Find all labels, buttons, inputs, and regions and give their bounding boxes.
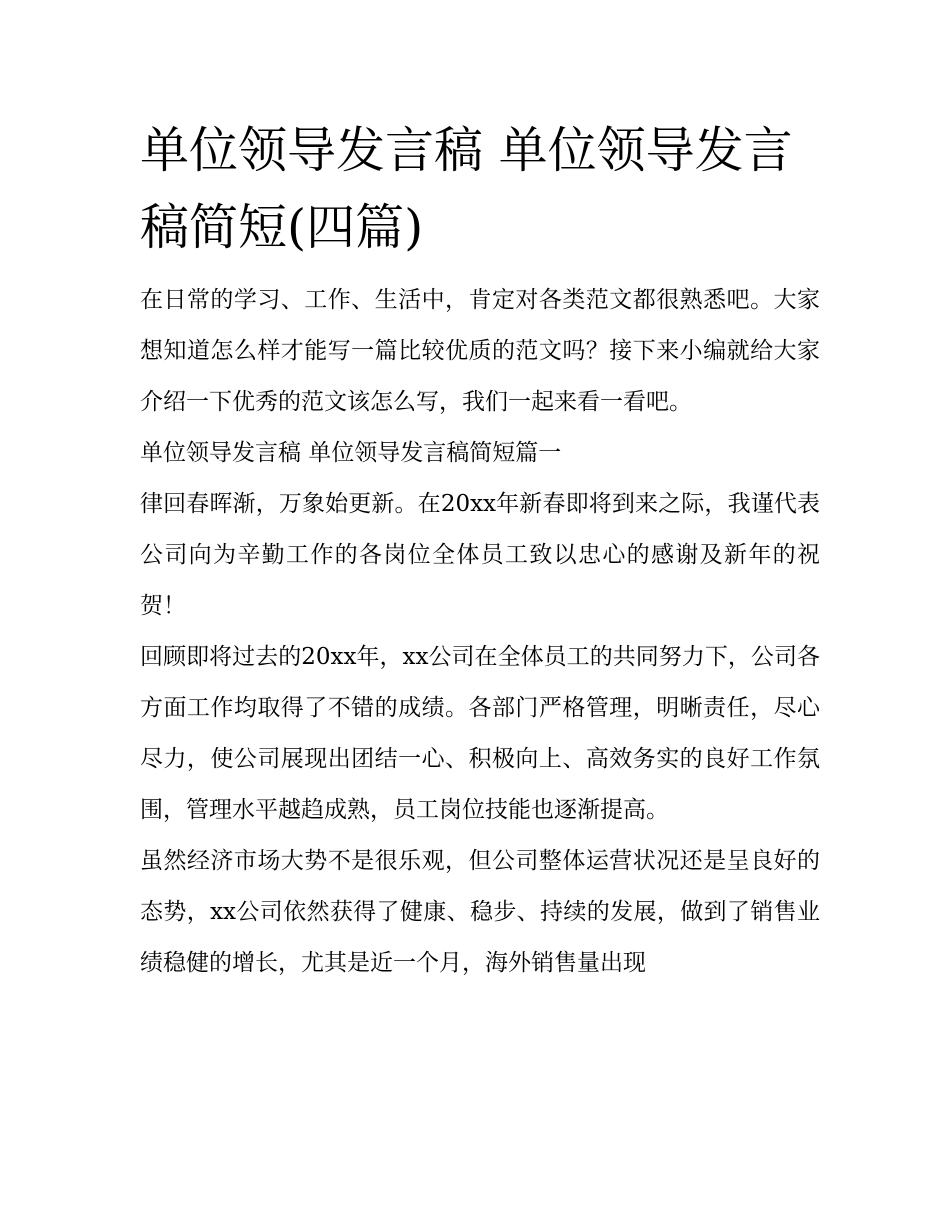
document-body <box>140 275 820 989</box>
paragraph-review: 回顾即将过去的20xx年，xx公司在全体员工的共同努力下，公司各方面工作均取得了不错的成绩。各部门严格管理，明晰责任，尽心尽力，使公司展现出团结一心、积极向上、高效务实的良好工作氛围，管理水平越趋成熟，员工岗位技能也逐渐提高。 <box>140 644 820 823</box>
paragraph-intro: 在日常的学习、工作、生活中，肯定对各类范文都很熟悉吧。大家想知道怎么样才能写一篇比较优质的范文吗？接下来小编就给大家介绍一下优秀的范文该怎么写，我们一起来看一看吧。 <box>140 287 820 415</box>
paragraph-market: 虽然经济市场大势不是很乐观，但公司整体运营状况还是呈良好的态势，xx公司依然获得了健康、稳步、持续的发展，做到了销售业绩稳健的增长，尤其是近一个月，海外销售量出现 <box>140 848 820 976</box>
paragraph-greeting: 律回春晖渐，万象始更新。在20xx年新春即将到来之际，我谨代表公司向为辛勤工作的各岗位全体员工致以忠心的感谢及新年的祝贺！ <box>140 491 820 619</box>
document-title: 单位领导发言稿 单位领导发言稿简短(四篇) <box>140 122 793 256</box>
section-heading-1: 单位领导发言稿 单位领导发言稿简短篇一 <box>140 440 562 466</box>
